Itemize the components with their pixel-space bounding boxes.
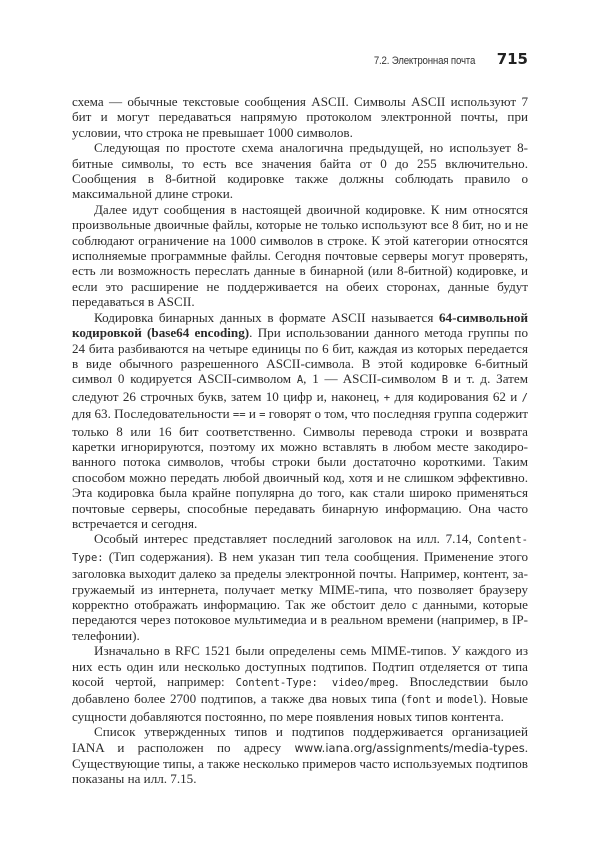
paragraph: Следующая по простоте схема аналогична предыдущей, но использует 8-битные символы, то есть все значения байта от 0 до 255 включительно. Сообщения в 8-битной кодировке также должны соблюдать правило о максимальной длине строки. [72, 140, 528, 202]
section-title: 7.2. Электронная почта [373, 55, 475, 67]
code-inline: B [441, 374, 449, 387]
code-inline: Content-Type: [72, 534, 528, 564]
term-bold: 64-символьной кодировкой (base64 encoding) [72, 309, 528, 341]
code-inline: font [405, 694, 432, 707]
page-number: 715 [496, 50, 528, 68]
paragraph: Список утвержденных типов и подтипов поддерживается организацией IANA и расположен по адресу www.iana.org/assignments/media-types. Существующие типы, а также несколько примеров часто используемых подтипов показаны на илл. 7.15. [72, 724, 528, 787]
code-inline: Content-Type: video/mpeg [235, 677, 396, 690]
paragraph: Кодировка бинарных данных в формате ASCII называется 64-символьной кодировкой (base64 encoding). При использовании данного метода группы по 24 бита разбиваются на четыре единицы по 6 бит, каждая из которых передается в виде обычного разрешенного ASCII-символа. В этой кодировке 6-битный символ 0 кодируется ASCII-символом A, 1 — ASCII-символом B и т. д. Затем следуют 26 строчных букв, затем 10 цифр и, наконец, + для кодирования 62 и / для 63. Последовательности == и = говорят о том, что последняя группа содержит только 8 или 16 бит соответственно. Символы перевода строки и возврата каретки игнорируются, поэтому их можно вставлять в любом месте закодированного потока символов, чтобы строки были достаточно короткими. Таким способом можно передать любой двоичный код, хотя и не слишком эффективно. Эта кодировка была крайне популярна до того, как стали широко применяться почтовые серверы, способные передавать бинарную информацию. Она часто встречается и сегодня. [72, 309, 529, 531]
code-inline: / [521, 391, 528, 404]
paragraph: Далее идут сообщения в настоящей двоичной кодировке. К ним относятся произвольные двоичные файлы, которые не только используют все 8 бит, но и не соблюдают ограничение на 1000 символов в строке. К этой категории относятся исполняемые программные файлы. Сегодня почтовые серверы могут проверять, есть ли возможность переслать данные в бинарной (или 8-битной) кодировке, и если это расширение не поддерживается на обеих сторонах, данные будут передаваться в ASCII. [72, 201, 528, 310]
paragraph: Особый интерес представляет последний заголовок на илл. 7.14, Content-Type: (Тип содержания). В нем указан тип тела сообщения. Применение этого заголовка выходит далеко за пределы электронной почты. Например, контент, загружаемый из интернета, получает метку MIME-типа, что позволяет браузеру корректно отображать информацию. Так же обстоит дело с данными, которые передаются через потоковое мультимедиа и в реальном времени (например, в IP-телефонии). [72, 531, 528, 643]
running-header [72, 50, 528, 68]
code-inline: + [383, 391, 391, 404]
body-text [72, 94, 528, 787]
paragraph: схема — обычные текстовые сообщения ASCII. Символы ASCII используют 7 бит и могут передаваться напрямую протоколом электронной почты, при условии, что строка не превышает 1000 символов. [72, 94, 528, 140]
url-text: www.iana.org/assignments/media-types [294, 740, 525, 755]
code-inline: A [296, 374, 304, 387]
paragraph: Изначально в RFC 1521 были определены семь MIME-типов. У каждого из них есть один или несколько доступных подтипов. Подтип отделяется от типа косой чертой, например: Content-Type: video/mpeg. Впоследствии было добавлено более 2700 подтипов, а также два новых типа (font и model). Новые сущности добавляются постоянно, по мере появления новых типов контента. [72, 643, 528, 724]
code-inline: == [232, 409, 246, 422]
code-inline: model [447, 694, 479, 707]
code-inline: = [259, 409, 266, 422]
